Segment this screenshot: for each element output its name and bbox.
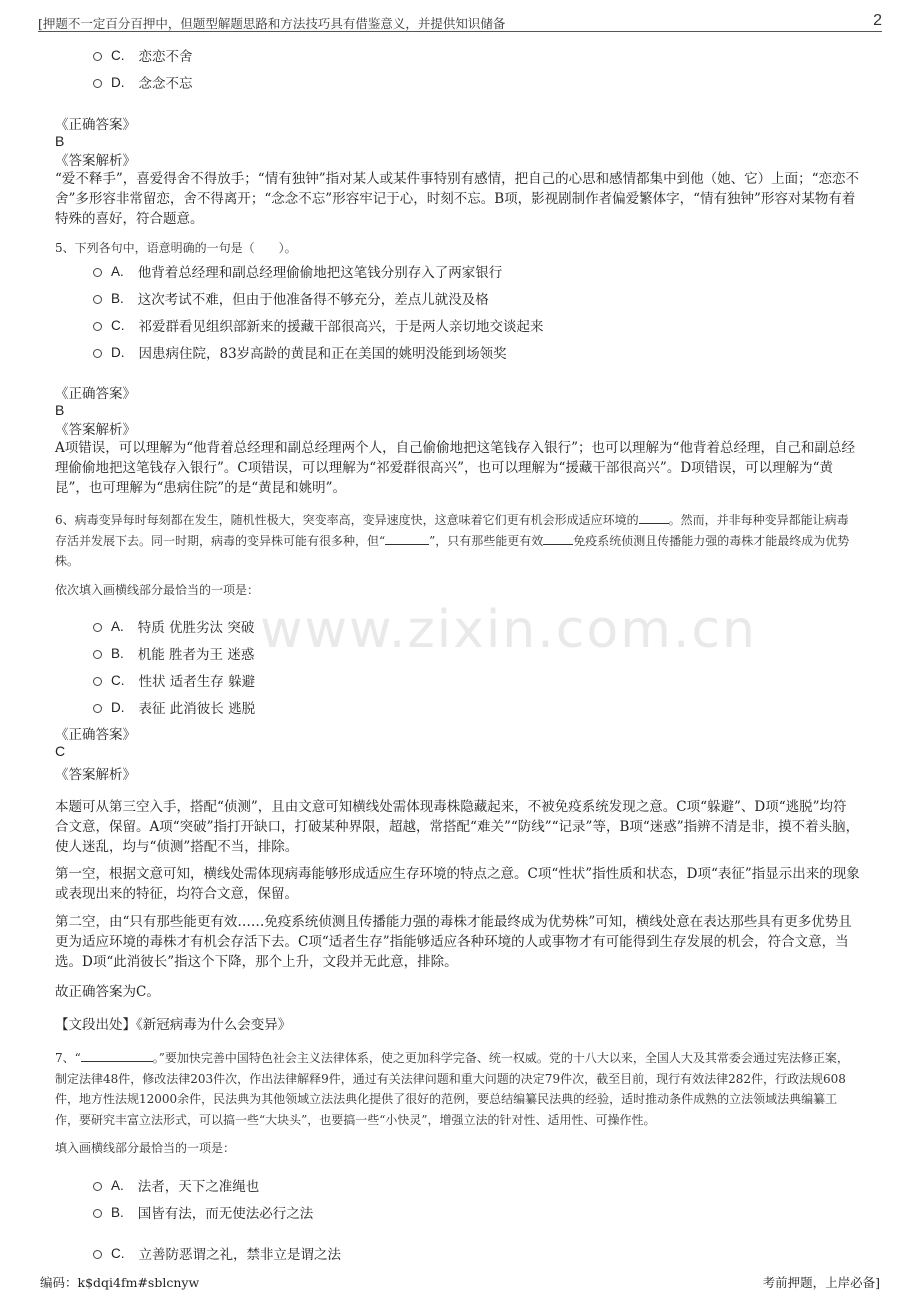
radio-icon[interactable]	[93, 295, 102, 304]
q6-source: 【文段出处】《新冠病毒为什么会变异》	[55, 1017, 292, 1033]
option-letter: D.	[111, 699, 125, 715]
option-text: 机能 胜者为王 迷惑	[137, 647, 255, 663]
option-letter: C.	[111, 672, 125, 688]
answer-blank	[639, 511, 669, 524]
footer-slogan: 考前押题，上岸必备]	[762, 1275, 880, 1290]
q6-option-c[interactable]	[93, 670, 255, 690]
q6-stem	[55, 510, 860, 572]
radio-icon[interactable]	[93, 650, 102, 659]
option-text: 法者，天下之准绳也	[137, 1179, 260, 1195]
option-letter: B.	[111, 645, 124, 661]
q6-answer: C	[55, 743, 66, 759]
option-letter: A.	[111, 263, 124, 279]
radio-icon[interactable]	[93, 704, 102, 713]
option-text: 恋恋不舍	[138, 49, 193, 65]
q5-stem: 5、下列各句中，语意明确的一句是（ ）。	[55, 241, 297, 255]
q4-option-d[interactable]	[93, 72, 193, 92]
q6-option-d[interactable]	[93, 697, 255, 717]
radio-icon[interactable]	[93, 1209, 102, 1218]
answer-blank	[543, 532, 573, 545]
radio-icon[interactable]	[93, 79, 102, 88]
radio-icon[interactable]	[93, 677, 102, 686]
header-text: [押题不一定百分百押中，但题型解题思路和方法技巧具有借鉴意义，并提供知识储备	[38, 16, 506, 31]
option-text: 这次考试不难，但由于他准备得不够充分，差点儿就没及格	[137, 292, 489, 308]
q6-analysis-label: 《答案解析》	[55, 767, 136, 783]
option-letter: D.	[111, 74, 125, 90]
option-letter: D.	[111, 344, 125, 360]
q6-option-b[interactable]	[93, 643, 254, 663]
radio-icon[interactable]	[93, 1182, 102, 1191]
radio-icon[interactable]	[93, 1250, 102, 1259]
q6-conclusion: 故正确答案为C。	[55, 984, 160, 1000]
q5-option-d[interactable]	[93, 342, 507, 362]
q6-analysis-para-1: 本题可从第三空入手，搭配“侦测”，且由文意可知横线处需体现毒株隐藏起来，不被免疫系统发现之意。C项“躲避”、D项“逃脱”均符合文意，保留。A项“突破”指打开缺口，打破某种界限，超越，常搭配“难关”“防线”“记录”等，B项“迷惑”指辨不清是非，摸不着头脑，使人迷乱，均与“侦测”搭配不当，排除。	[55, 799, 860, 855]
q4-answer: B	[55, 133, 65, 149]
q5-answer: B	[55, 402, 65, 418]
answer-blank	[385, 532, 429, 545]
q6-prompt: 依次填入画横线部分最恰当的一项是：	[55, 583, 260, 597]
radio-icon[interactable]	[93, 349, 102, 358]
q6-answer-label: 《正确答案》	[55, 727, 136, 743]
q6-analysis-para-3: 第二空，由“只有那些能更有效……免疫系统侦测且传播能力强的毒株才能最终成为优势株”可知，横线处意在表达那些具有更多优势且更为适应环境的毒株才有机会存活下去。C项“适者生存”指能够适应各种环境的人或事物才有可能得到生存发展的机会，符合文意，当选。D项“此消彼长”指这个下降，那个上升，文段并无此意，排除。	[55, 914, 852, 970]
option-letter: C.	[111, 1245, 125, 1261]
q6-analysis-para-2: 第一空，根据文意可知，横线处需体现病毒能够形成适应生存环境的特点之意。C项“性状”指性质和状态，D项“表征”指显示出来的现象或表现出来的特征，均符合文意，保留。	[55, 866, 860, 902]
q5-analysis: A项错误，可以理解为“他背着总经理和副总经理两个人，自己偷偷地把这笔钱存入银行”；也可以理解为“他背着总经理，自己和副总经理偷偷地把这笔钱存入银行”。C项错误，可以理解为“祁爱群很高兴”，也可以理解为“援藏干部很高兴”。D项错误，可以理解为“黄昆”，也可理解为“患病住院”的是“黄昆和姚明”。	[55, 440, 855, 496]
q7-option-a[interactable]	[93, 1175, 259, 1195]
option-text: 性状 适者生存 躲避	[138, 674, 256, 690]
radio-icon[interactable]	[93, 623, 102, 632]
stem-part: 。”要加快完善中国特色社会主义法律体系，使之更加科学完备、统一权威。党的十八大以来，全国人大及其常委会通过宪法修正案，制定法律48件，修改法律203件次，作出法律解释9件，通过有关法律问题和重大问题的决定79件次，截至目前，现行有效法律282件，行政法规608件，地方性法规12000余件，民法典为其他领域立法法典化提供了很好的范例，要总结编纂民法典的经验，适时推动条件成熟的立法领域法典编纂工作，要研究丰富立法形式，可以搞一些“大块头”，也要搞一些“小快灵”，增强立法的针对性、适用性、可操作性。	[55, 1051, 849, 1127]
q5-answer-label: 《正确答案》	[55, 386, 136, 402]
radio-icon[interactable]	[93, 52, 102, 61]
q7-prompt: 填入画横线部分最恰当的一项是：	[55, 1141, 236, 1155]
option-letter: A.	[111, 618, 124, 634]
q4-analysis-label: 《答案解析》	[55, 153, 136, 169]
option-letter: A.	[111, 1177, 124, 1193]
stem-part: 7、“	[55, 1051, 81, 1065]
option-text: 因患病住院，83岁高龄的黄昆和正在美国的姚明没能到场领奖	[138, 346, 507, 362]
q4-option-c[interactable]	[93, 45, 193, 65]
q7-option-b[interactable]	[93, 1202, 313, 1222]
footer-code: 编码：k$dqi4fm#sblcnyw	[40, 1275, 200, 1290]
option-text: 祁爱群看见组织部新来的援藏干部很高兴，于是两人亲切地交谈起来	[138, 319, 544, 335]
q6-option-a[interactable]	[93, 616, 254, 636]
radio-icon[interactable]	[93, 268, 102, 277]
option-text: 国皆有法，而无使法必行之法	[137, 1206, 314, 1222]
option-letter: B.	[111, 1204, 124, 1220]
q5-analysis-label: 《答案解析》	[55, 422, 136, 438]
answer-blank	[81, 1049, 153, 1062]
q7-option-c[interactable]	[93, 1243, 341, 1263]
option-text: 念念不忘	[138, 76, 193, 92]
q5-option-c[interactable]	[93, 315, 544, 335]
watermark: www.zixin.com.cn	[260, 600, 757, 660]
stem-part: 免疫系统侦测且传播能力强的毒株才能最终成为优势株。	[55, 533, 850, 568]
stem-part: ”，只有那些能更有效	[429, 533, 544, 548]
q7-stem	[55, 1048, 860, 1130]
option-text: 特质 优胜劣汰 突破	[137, 620, 255, 636]
q4-answer-label: 《正确答案》	[55, 117, 136, 133]
option-letter: C.	[111, 317, 125, 333]
option-letter: B.	[111, 290, 124, 306]
radio-icon[interactable]	[93, 322, 102, 331]
option-text: 表征 此消彼长 逃脱	[138, 701, 256, 717]
header-divider	[38, 31, 882, 32]
q5-option-a[interactable]	[93, 261, 502, 281]
option-text: 立善防恶谓之礼，禁非立是谓之法	[138, 1247, 341, 1263]
page-number: 2	[873, 12, 882, 29]
stem-part: 6、病毒变异每时每刻都在发生，随机性极大，突变率高，变异速度快，这意味着它们更有机会形成适应环境的	[55, 513, 639, 527]
option-letter: C.	[111, 47, 125, 63]
option-text: 他背着总经理和副总经理偷偷地把这笔钱分别存入了两家银行	[137, 265, 503, 281]
stem-part: 。然而，并非每种变异都能让病毒存活并发展下去。同一时期，病毒的变异株可能有很多种，但“	[55, 513, 849, 548]
q4-analysis: “爱不释手”，喜爱得舍不得放手；“情有独钟”指对某人或某件事特别有感情，把自己的心思和感情都集中到他（她、它）上面；“恋恋不舍”多形容非常留恋，舍不得离开；“念念不忘”形容牢记于心，时刻不忘。B项，影视剧制作者偏爱繁体字，“情有独钟”形容对某物有着特殊的喜好，符合题意。	[55, 171, 860, 227]
q5-option-b[interactable]	[93, 288, 489, 308]
